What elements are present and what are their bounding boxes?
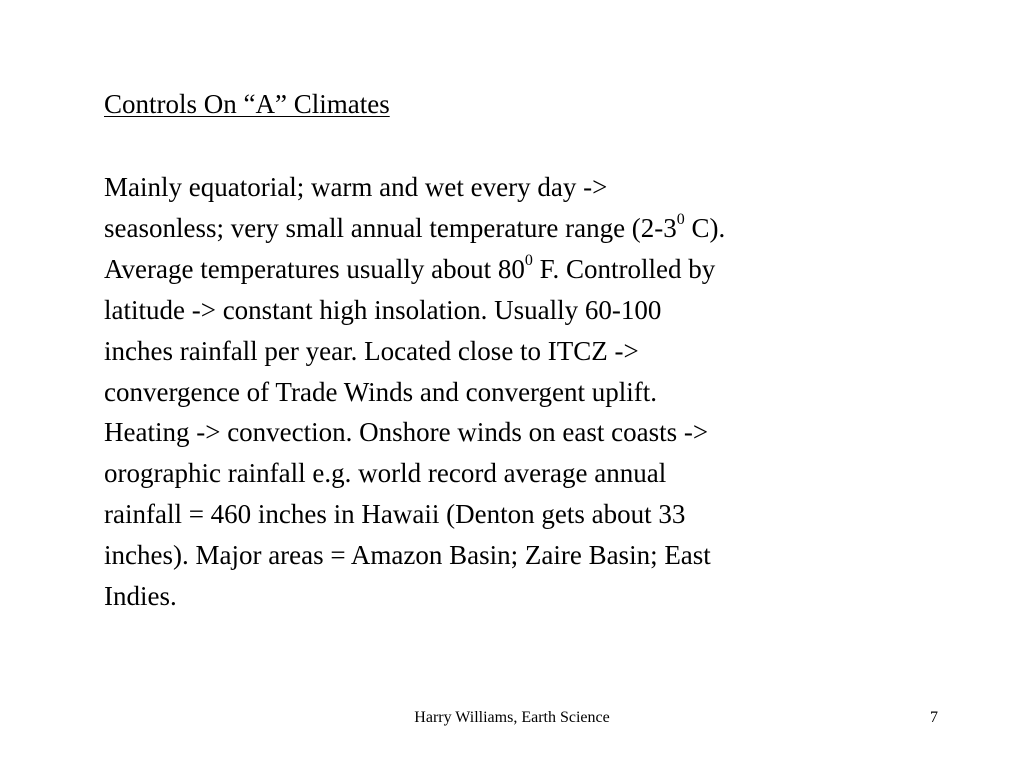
body-line-6: convergence of Trade Winds and convergent uplift. [104,376,658,407]
footer-page-number: 7 [930,709,938,726]
slide-title: Controls On “A” Climates [104,89,390,119]
degree-superscript: 0 [524,251,533,269]
body-line-9: rainfall = 460 inches in Hawaii (Denton gets about 33 [104,499,686,530]
body-line-3 [104,249,924,290]
body-line-7: Heating -> convection. Onshore winds on east coasts -> [104,417,709,448]
body-line-10: inches). Major areas = Amazon Basin; Zaire Basin; East [104,540,711,571]
body-line-2-text: seasonless; very small annual temperature range (2-3 [104,212,677,243]
body-line-2-tail: C). [684,212,726,243]
degree-superscript: 0 [676,210,685,228]
body-line-3-tail: F. Controlled by [532,253,716,284]
body-line-3-text: Average temperatures usually about 80 [104,253,525,284]
body-line-11: Indies. [104,581,177,612]
body-line-4: latitude -> constant high insolation. Usually 60-100 [104,294,662,325]
body-line-2 [104,208,924,249]
body-line-1: Mainly equatorial; warm and wet every day -> [104,172,608,202]
body-line-5: inches rainfall per year. Located close to ITCZ -> [104,335,639,366]
body-line-8: orographic rainfall e.g. world record average annual [104,458,667,489]
footer-author: Harry Williams, Earth Science [414,709,610,726]
slide-body-text [104,167,924,617]
